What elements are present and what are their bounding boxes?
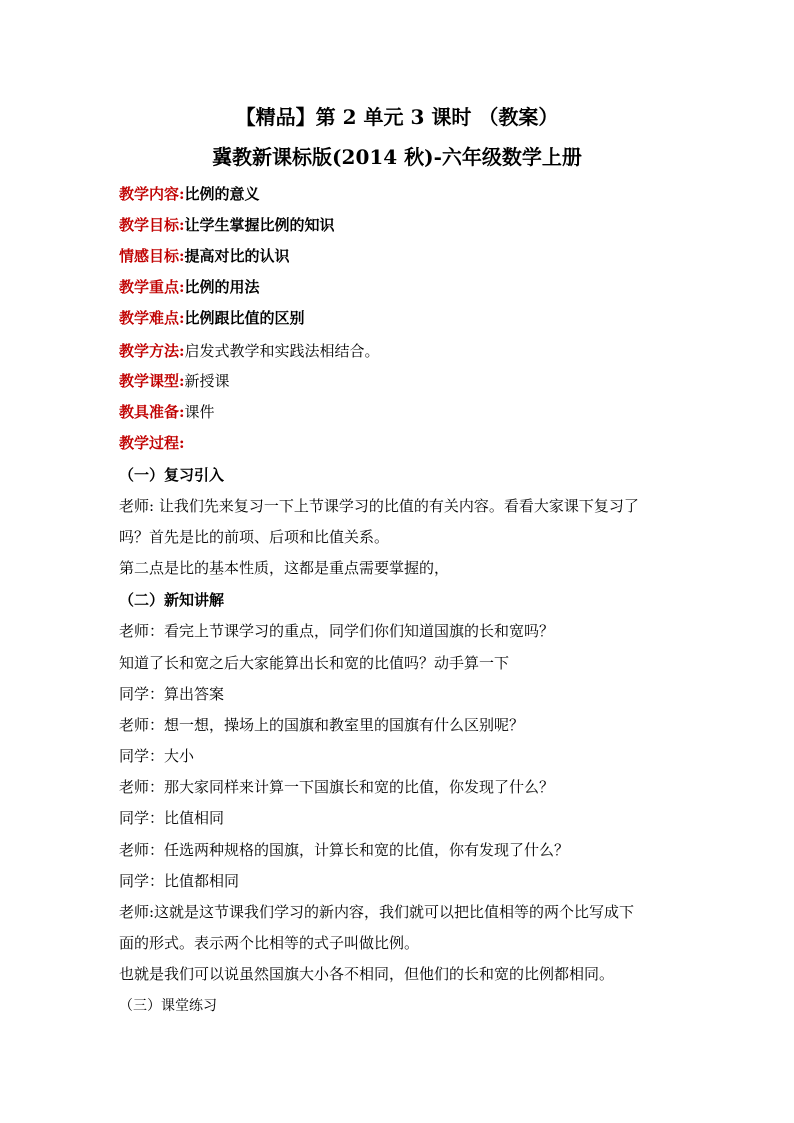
- dialogue-line: 老师：任选两种规格的国旗，计算长和宽的比值，你有发现了什么？: [119, 841, 570, 859]
- dialogue-line: 老师：想一想，操场上的国旗和教室里的国旗有什么区别呢？: [119, 716, 525, 734]
- field-value: 课件: [184, 403, 215, 421]
- dialogue-line: 老师：那大家同样来计算一下国旗长和宽的比值，你发现了什么？: [119, 778, 555, 796]
- dialogue-line: 同学：大小: [119, 747, 195, 765]
- section-new-knowledge: （二）新知讲解: [119, 591, 225, 609]
- field-label: 教学方法:: [119, 342, 185, 360]
- field-label: 教学难点:: [119, 309, 185, 327]
- section-review: （一）复习引入: [119, 466, 225, 484]
- paragraph-line: 第二点是比的基本性质，这都是重点需要掌握的，: [119, 559, 450, 577]
- field-key-point: [119, 276, 679, 298]
- field-label: 教学课型:: [119, 372, 185, 390]
- dialogue-line: 老师：看完上节课学习的重点，同学们你们知道国旗的长和宽吗？: [119, 622, 555, 640]
- field-teaching-goal: [119, 214, 679, 236]
- dialogue-line: 同学：算出答案: [119, 685, 225, 703]
- section-practice: （三）课堂练习: [119, 998, 217, 1014]
- field-value: 启发式教学和实践法相结合。: [184, 342, 380, 360]
- document-title: 【精品】第 2 单元 3 课时 （教案）: [235, 105, 559, 129]
- dialogue-line: 面的形式。表示两个比相等的式子叫做比例。: [119, 934, 420, 952]
- dialogue-line: 同学：比值都相同: [119, 872, 240, 890]
- dialogue-line: 同学：比值相同: [119, 809, 225, 827]
- field-label: 教学内容:: [119, 185, 185, 203]
- paragraph-line: 吗？首先是比的前项、后项和比值关系。: [119, 528, 390, 546]
- document-subtitle: 冀教新课标版(2014 秋)-六年级数学上册: [212, 145, 582, 169]
- field-label: 教具准备:: [119, 403, 185, 421]
- field-method: [119, 340, 679, 362]
- field-value: 让学生掌握比例的知识: [184, 216, 335, 234]
- field-label: 教学目标:: [119, 216, 185, 234]
- field-process: [119, 432, 679, 454]
- field-materials: [119, 401, 679, 423]
- field-label: 情感目标:: [119, 247, 185, 265]
- dialogue-line: 知道了长和宽之后大家能算出长和宽的比值吗？动手算一下: [119, 654, 510, 672]
- field-value: 新授课: [184, 372, 230, 390]
- field-value: 比例跟比值的区别: [184, 309, 305, 327]
- field-emotion-goal: [119, 245, 679, 267]
- field-value: 比例的用法: [184, 278, 260, 296]
- paragraph-line: 老师: 让我们先来复习一下上节课学习的比值的有关内容。看看大家课下复习了: [119, 497, 639, 515]
- field-label: 教学过程:: [119, 434, 185, 452]
- dialogue-line: 也就是我们可以说虽然国旗大小各不相同，但他们的长和宽的比例都相同。: [119, 965, 615, 983]
- field-value: 比例的意义: [184, 185, 260, 203]
- field-label: 教学重点:: [119, 278, 185, 296]
- field-difficulty: [119, 307, 679, 329]
- field-lesson-type: [119, 370, 679, 392]
- dialogue-line: 老师:这就是这节课我们学习的新内容，我们就可以把比值相等的两个比写成下: [119, 903, 635, 921]
- field-teaching-content: [119, 183, 679, 205]
- field-value: 提高对比的认识: [184, 247, 290, 265]
